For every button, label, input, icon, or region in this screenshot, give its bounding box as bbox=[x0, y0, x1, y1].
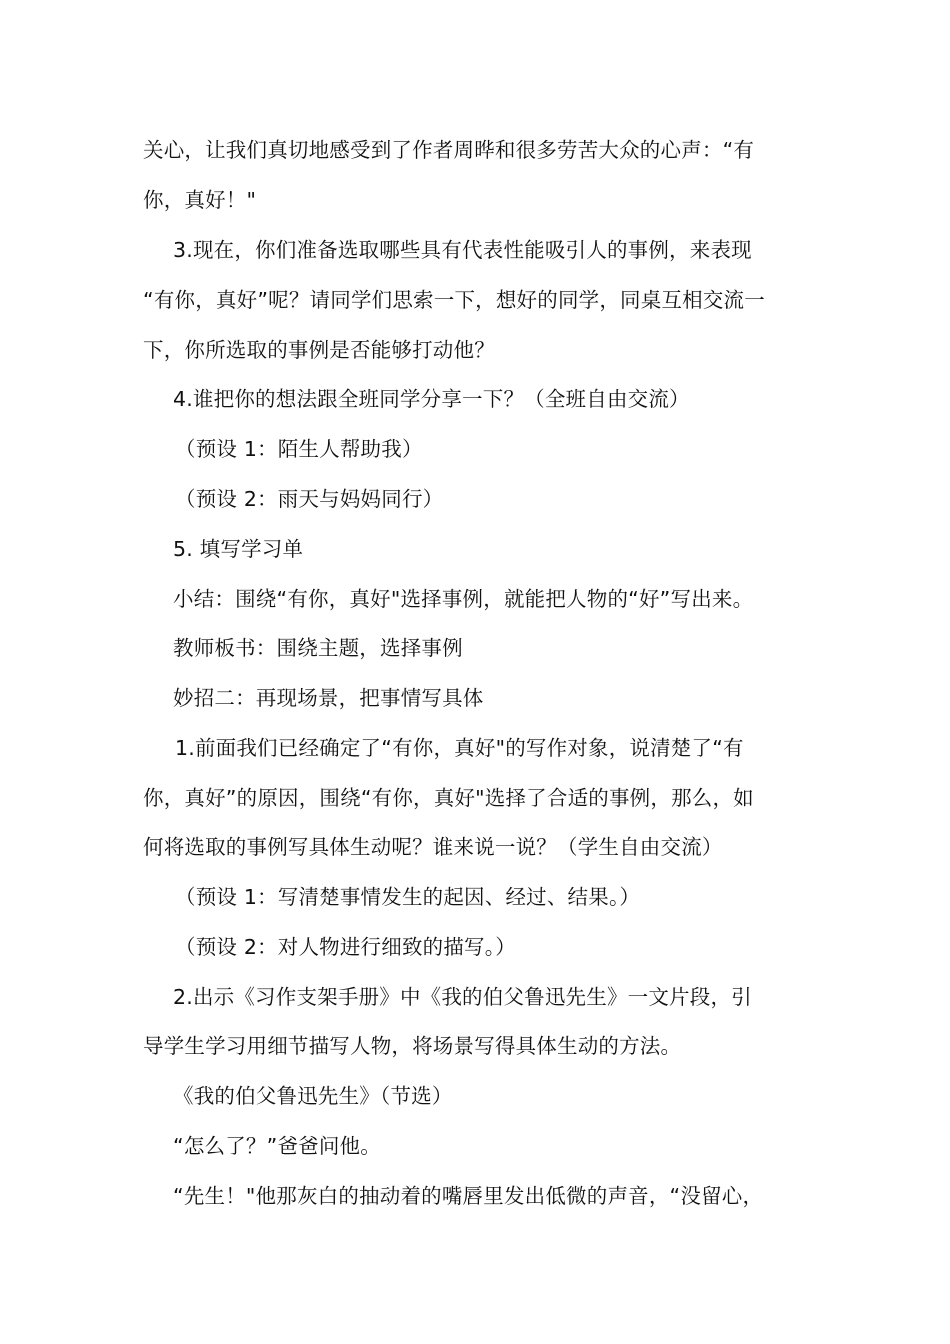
text-line-4: “有你，真好”呢？请同学们思索一下，想好的同学，同桌互相交流一 bbox=[143, 288, 765, 312]
text-line-14: 你，真好”的原因，围绕“有你，真好"选择了合适的事例，那么，如 bbox=[143, 786, 754, 810]
text-line-10: 小结：围绕“有你，真好"选择事例，就能把人物的“好”写出来。 bbox=[173, 587, 754, 611]
text-line-6: 4.谁把你的想法跟全班同学分享一下？（全班自由交流） bbox=[173, 387, 690, 411]
text-line-15: 何将选取的事例写具体生动呢？谁来说一说？（学生自由交流） bbox=[143, 835, 723, 859]
text-line-22: “先生！"他那灰白的抽动着的嘴唇里发出低微的声音，“没留心， bbox=[173, 1184, 764, 1208]
text-line-16: （预设 1：写清楚事情发生的起因、经过、结果。） bbox=[175, 885, 641, 909]
text-line-20: 《我的伯父鲁迅先生》（节选） bbox=[173, 1084, 453, 1108]
text-line-18: 2.出示《习作支架手册》中《我的伯父鲁迅先生》一文片段，引 bbox=[173, 985, 752, 1009]
text-line-13: 1.前面我们已经确定了“有你，真好"的写作对象，说清楚了“有 bbox=[175, 736, 744, 760]
text-line-5: 下，你所选取的事例是否能够打动他？ bbox=[143, 338, 495, 362]
text-line-19: 导学生学习用细节描写人物，将场景写得具体生动的方法。 bbox=[143, 1034, 682, 1058]
text-line-3: 3.现在，你们准备选取哪些具有代表性能吸引人的事例，来表现 bbox=[173, 238, 752, 262]
text-line-17: （预设 2：对人物进行细致的描写。） bbox=[175, 935, 516, 959]
text-line-12: 妙招二：再现场景，把事情写具体 bbox=[173, 686, 484, 710]
text-line-1: 关心，让我们真切地感受到了作者周晔和很多劳苦大众的心声：“有 bbox=[143, 138, 755, 162]
text-line-21: “怎么了？”爸爸问他。 bbox=[173, 1134, 381, 1158]
text-line-11: 教师板书：围绕主题，选择事例 bbox=[173, 636, 463, 660]
text-line-2: 你，真好！" bbox=[143, 188, 257, 212]
text-line-9: 5. 填写学习单 bbox=[173, 537, 304, 561]
text-line-8: （预设 2：雨天与妈妈同行） bbox=[175, 487, 444, 511]
text-line-7: （预设 1：陌生人帮助我） bbox=[175, 437, 423, 461]
